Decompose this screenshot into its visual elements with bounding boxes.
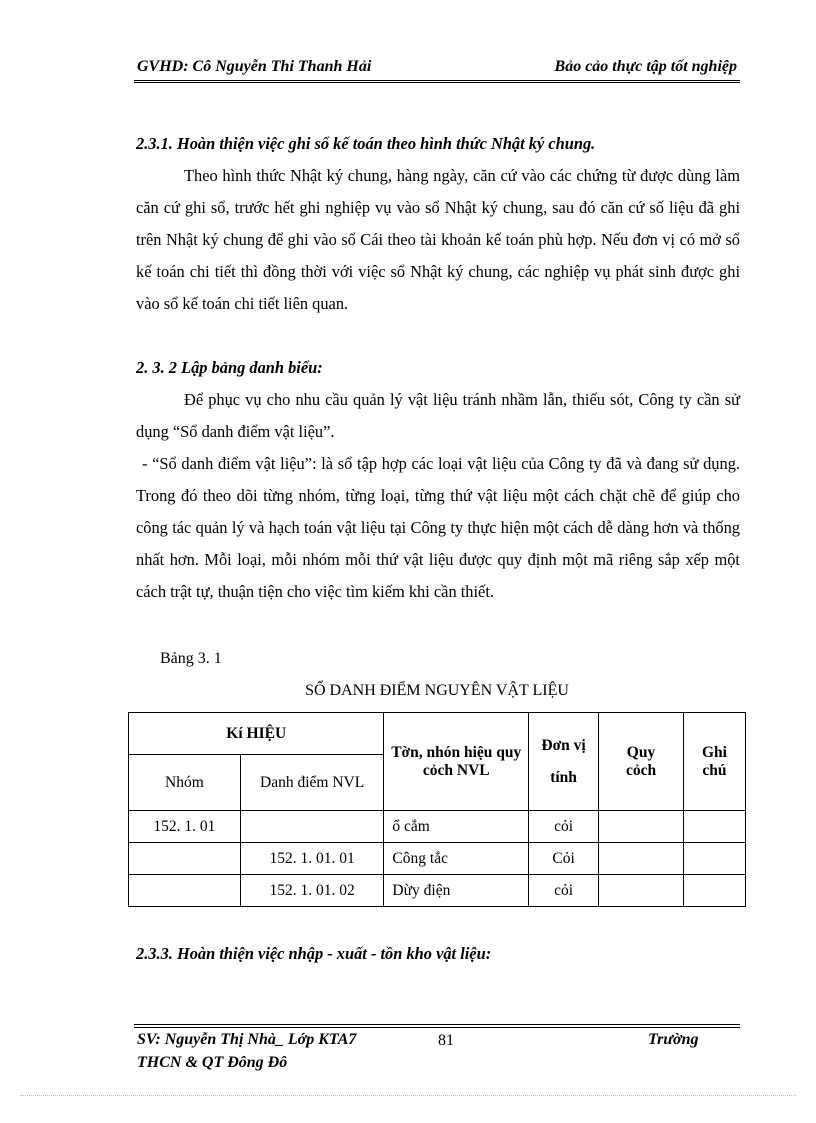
table-row — [129, 811, 746, 843]
table-header-quy-cach: Quy cỏch — [599, 713, 684, 811]
cell-don-vi: cỏi — [529, 811, 599, 843]
table-header-nhom: Nhóm — [129, 755, 241, 811]
cell-nhom — [129, 843, 241, 875]
footer-school-prefix: Trường — [648, 1031, 699, 1048]
table-header-danh-diem: Danh điểm NVL — [240, 755, 384, 811]
section-paragraph: - “Sổ danh điểm vật liệu”: là sổ tập hợp các loại vật liệu của Công ty đã và đang sử dụng. Trong đó theo dõi từng nhóm, từng loại, từng thứ vật liệu một cách chặt chẽ để giúp cho công tác quản lý và hạch toán vật liệu tại Công ty thực hiện một cách dễ dàng hơn và thống nhất hơn. Mỗi loại, mỗi nhóm mỗi thứ vật liệu được quy định một mã riêng sắp xếp một cách trật tự, thuận tiện cho việc tìm kiếm khi cần thiết. — [136, 454, 740, 601]
cell-quy-cach — [599, 875, 684, 907]
cell-nhom: 152. 1. 01 — [129, 811, 241, 843]
page-header-left: GVHD: Cô Nguyễn Thi Thanh Hải — [137, 58, 372, 75]
cell-danh-diem: 152. 1. 01. 02 — [240, 875, 384, 907]
cell-ten: ổ cắm — [384, 811, 529, 843]
footer-rule — [134, 1024, 740, 1025]
cell-ghi-chu — [683, 843, 745, 875]
header-rule-secondary — [134, 82, 740, 83]
page-number: 81 — [438, 1032, 454, 1049]
material-table — [128, 712, 746, 907]
cell-nhom — [129, 875, 241, 907]
footer-rule-secondary — [134, 1027, 740, 1028]
table-caption: Bảng 3. 1 — [160, 650, 222, 667]
section-2-3-1 — [136, 128, 740, 320]
footer-student: SV: Nguyễn Thị Nhà_ Lớp KTA7 — [137, 1031, 357, 1048]
section-heading: 2. 3. 2 Lập bảng danh biểu: — [136, 358, 323, 377]
cell-danh-diem — [240, 811, 384, 843]
table-row — [129, 875, 746, 907]
table-header-ki-hieu: Kí HIỆU — [129, 713, 384, 755]
cell-ghi-chu — [683, 811, 745, 843]
section-heading: 2.3.3. Hoàn thiện việc nhập - xuất - tồn kho vật liệu: — [136, 944, 492, 963]
footer-school: THCN & QT Đông Đô — [137, 1054, 288, 1071]
cell-don-vi: Cỏi — [529, 843, 599, 875]
cell-don-vi: cỏi — [529, 875, 599, 907]
section-2-3-3 — [136, 938, 740, 970]
section-heading: 2.3.1. Hoàn thiện việc ghi sổ kế toán theo hình thức Nhật ký chung. — [136, 134, 596, 153]
section-paragraph: Để phục vụ cho nhu cầu quản lý vật liệu tránh nhầm lẫn, thiếu sót, Công ty cần sử dụng “Sổ danh điểm vật liệu”. — [136, 390, 740, 441]
page-edge-divider — [20, 1095, 796, 1096]
cell-quy-cach — [599, 843, 684, 875]
table-header-don-vi: Đơn vị tính — [529, 713, 599, 811]
table-row — [129, 843, 746, 875]
section-paragraph: Theo hình thức Nhật ký chung, hàng ngày, căn cứ vào các chứng từ được dùng làm căn cứ ghi sổ, trước hết ghi nghiệp vụ vào sổ Nhật ký chung, sau đó căn cứ số liệu đã ghi trên Nhật ký chung để ghi vào sổ Cái theo tài khoản kế toán phù hợp. Nếu đơn vị có mở sổ kế toán chi tiết thì đồng thời với việc sổ Nhật ký chung, các nghiệp vụ phát sinh được ghi vào sổ kế toán chi tiết liên quan. — [136, 166, 740, 313]
cell-danh-diem: 152. 1. 01. 01 — [240, 843, 384, 875]
table-title: SỔ DANH ĐIỂM NGUYÊN VẬT LIỆU — [305, 682, 569, 699]
cell-ten: Dừy điện — [384, 875, 529, 907]
cell-ten: Công tắc — [384, 843, 529, 875]
cell-ghi-chu — [683, 875, 745, 907]
table-header-ghi-chu: Ghi chú — [683, 713, 745, 811]
cell-quy-cach — [599, 811, 684, 843]
table-header-ten: Tờn, nhón hiệu quy cỏch NVL — [384, 713, 529, 811]
page-header-right: Bảo cảo thực tập tốt nghiệp — [554, 58, 737, 75]
header-rule — [134, 80, 740, 81]
section-2-3-2 — [136, 352, 740, 608]
